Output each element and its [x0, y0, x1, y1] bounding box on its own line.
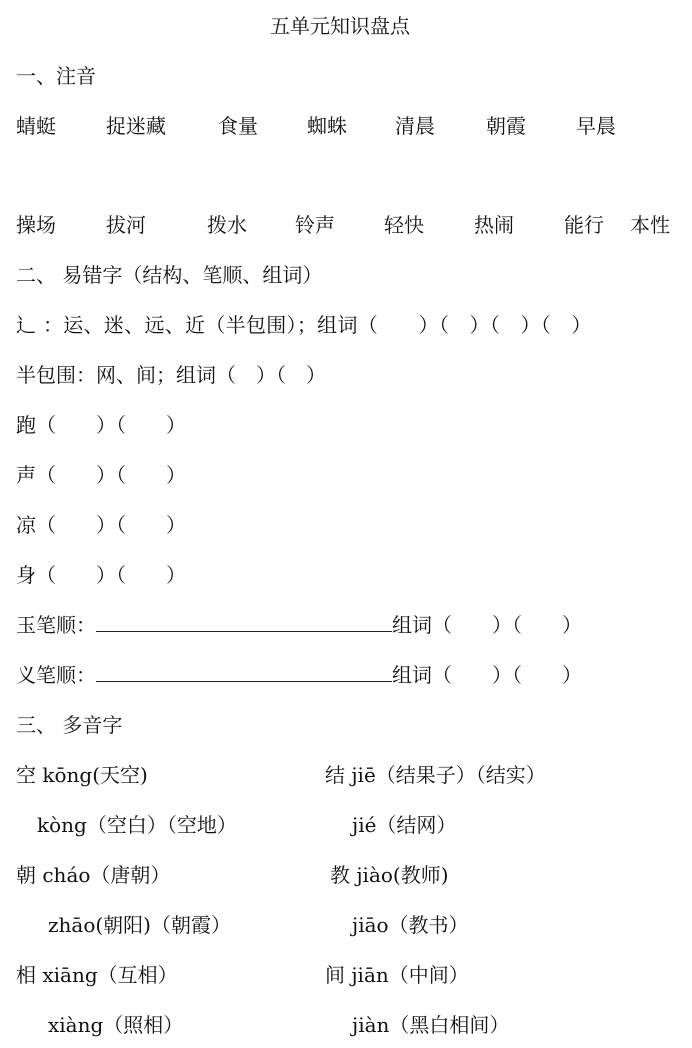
stroke-label: 玉笔顺： [16, 613, 96, 637]
word: 操场 [16, 213, 56, 237]
word: 轻快 [384, 213, 424, 237]
exercise-line: 声（ ）（ ） [16, 463, 186, 487]
word: 朝霞 [486, 114, 526, 138]
section-3-heading: 三、 多音字 [16, 713, 123, 737]
word: 本性 [630, 213, 670, 237]
polyphone-entry: xiàng（照相） [48, 1013, 184, 1037]
word: 清晨 [395, 114, 435, 138]
word: 食量 [218, 114, 258, 138]
word: 蜘蛛 [307, 114, 347, 138]
stroke-suffix: 组词（ ）（ ） [392, 663, 582, 687]
polyphone-entry: 间 jiān（中间） [325, 963, 469, 987]
polyphone-entry: zhāo(朝阳)（朝霞） [48, 913, 231, 937]
polyphone-entry: jié（结网） [352, 813, 457, 837]
word: 拔河 [106, 213, 146, 237]
word: 能行 [564, 213, 604, 237]
polyphone-entry: 结 jiē（结果子）（结实） [325, 763, 546, 787]
exercise-line: 凉（ ）（ ） [16, 513, 186, 537]
exercise-line: 身（ ）（ ） [16, 563, 186, 587]
section-1-heading: 一、注音 [16, 64, 96, 88]
polyphone-entry: kòng（空白）（空地） [37, 813, 237, 837]
polyphone-entry: jiàn（黑白相间） [352, 1013, 510, 1037]
exercise-line: 辶 ：运、迷、远、近（半包围）；组词（ ）（ ）（ ）（ ） [16, 313, 592, 337]
polyphone-entry: 朝 cháo（唐朝） [16, 863, 171, 887]
answer-blank[interactable] [96, 613, 392, 632]
exercise-line: 半包围：网、间；组词（ ）（ ） [16, 363, 326, 387]
stroke-order-line [16, 612, 582, 638]
word: 热闹 [474, 213, 514, 237]
stroke-suffix: 组词（ ）（ ） [392, 613, 582, 637]
stroke-order-line [16, 662, 582, 688]
word: 蜻蜓 [16, 114, 56, 138]
page-title: 五单元知识盘点 [270, 14, 410, 38]
word: 捉迷藏 [106, 114, 166, 138]
word: 铃声 [295, 213, 335, 237]
polyphone-entry: 教 jiào(教师) [330, 863, 449, 887]
stroke-label: 义笔顺： [16, 663, 96, 687]
polyphone-entry: 空 kōng(天空) [16, 763, 148, 787]
exercise-line: 跑（ ）（ ） [16, 413, 186, 437]
section-2-heading: 二、 易错字（结构、笔顺、组词） [16, 263, 323, 287]
answer-blank[interactable] [96, 663, 392, 682]
polyphone-entry: 相 xiāng（互相） [16, 963, 178, 987]
polyphone-entry: jiāo（教书） [352, 913, 469, 937]
word: 早晨 [576, 114, 616, 138]
word: 拨水 [207, 213, 247, 237]
